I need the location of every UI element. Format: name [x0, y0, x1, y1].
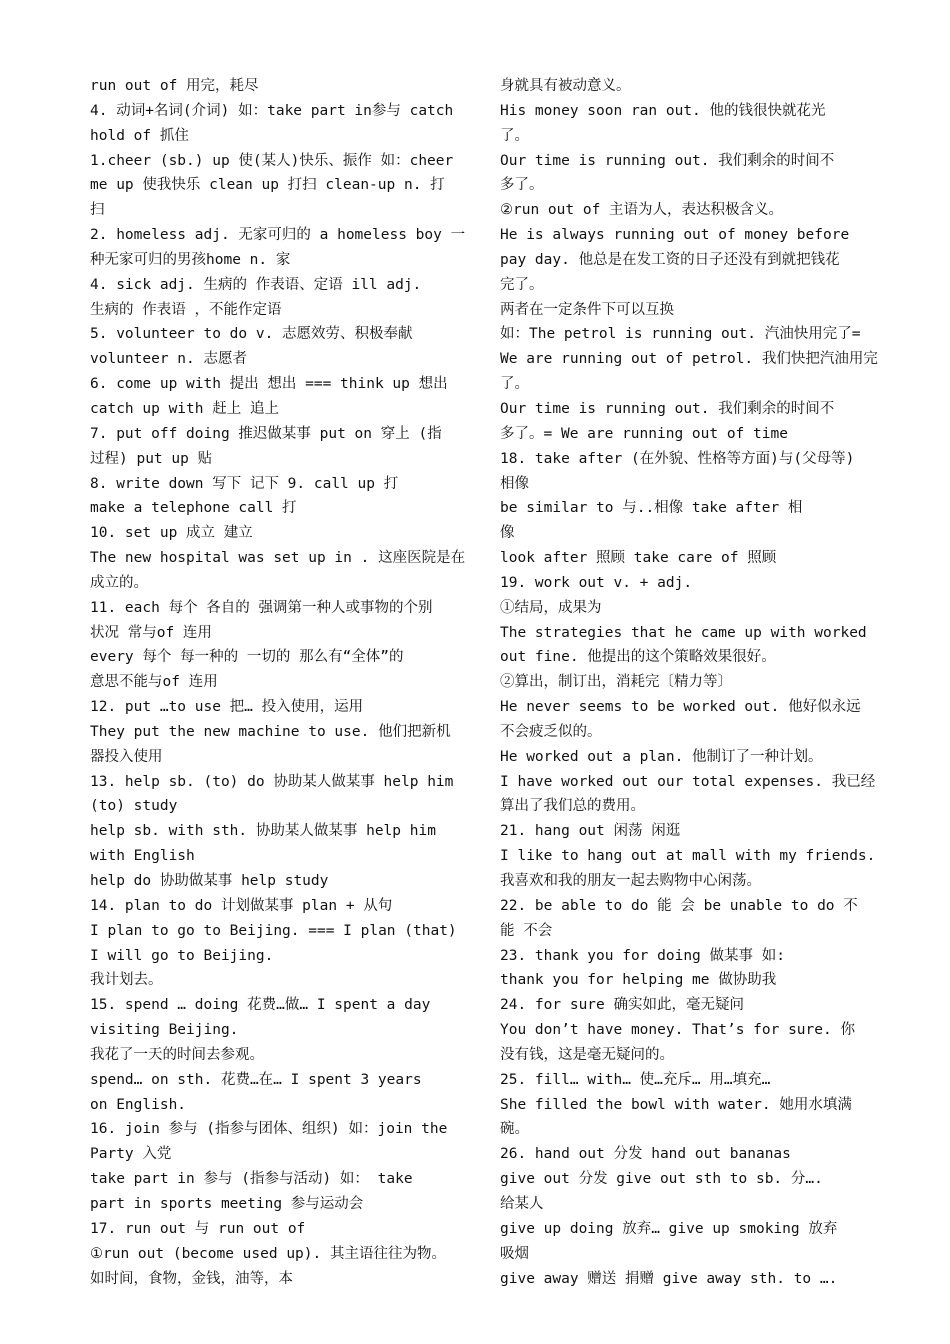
right-column — [500, 74, 888, 1291]
text-line: ②run out of 主语为人，表达积极含义。 — [500, 202, 784, 219]
text-line: 种无家可归的男孩home n. 家 — [90, 251, 291, 268]
text-line: His money soon ran out. 他的钱很快就花光 — [500, 102, 826, 119]
text-line: ①run out (become used up). 其主语往往为物。 — [90, 1245, 446, 1262]
text-line: I have worked out our total expenses. 我已经 — [500, 773, 876, 790]
text-line: 了。 — [500, 376, 529, 393]
text-line: 1.cheer (sb.) up 使(某人)快乐、振作 如：cheer — [90, 152, 454, 169]
text-line: (to) study — [90, 798, 178, 815]
text-line: 碗。 — [500, 1121, 529, 1138]
text-line: I like to hang out at mall with my friends. — [500, 848, 876, 865]
left-column — [90, 74, 478, 1291]
text-line: 12. put …to use 把… 投入使用，运用 — [90, 699, 364, 716]
text-line: He worked out a plan. 他制订了一种计划。 — [500, 748, 823, 765]
text-line: 给某人 — [500, 1195, 544, 1212]
text-line: 多了。= We are running out of time — [500, 425, 788, 442]
text-line: 像 — [500, 525, 515, 542]
text-line: 成立的。 — [90, 574, 148, 591]
text-line: 吸烟 — [500, 1245, 529, 1262]
text-line: 7. put off doing 推迟做某事 put on 穿上 (指 — [90, 425, 442, 442]
text-line: 10. set up 成立 建立 — [90, 525, 253, 542]
text-line: give away 赠送 捐赠 give away sth. to …. — [500, 1270, 838, 1287]
text-line: 了。 — [500, 127, 529, 144]
text-line: help sb. with sth. 协助某人做某事 help him — [90, 823, 436, 840]
text-line: 算出了我们总的费用。 — [500, 798, 645, 815]
text-line: thank you for helping me 做协助我 — [500, 972, 777, 989]
text-line: 我计划去。 — [90, 972, 163, 989]
text-line: 多了。 — [500, 177, 544, 194]
text-line: We are running out of petrol. 我们快把汽油用完 — [500, 351, 878, 368]
text-line: 18. take after (在外貌、性格等方面)与(父母等) — [500, 450, 855, 467]
text-line: volunteer n. 志愿者 — [90, 351, 247, 368]
text-line: 21. hang out 闲荡 闲逛 — [500, 823, 681, 840]
text-line: 生病的 作表语 ，不能作定语 — [90, 301, 282, 318]
text-line: I plan to go to Beijing. === I plan (that) — [90, 922, 457, 939]
text-line: 11. each 每个 各自的 强调第一种人或事物的个别 — [90, 599, 433, 616]
text-line: 4. 动词+名词(介词) 如：take part in参与 catch — [90, 102, 454, 119]
text-line: I will go to Beijing. — [90, 947, 274, 964]
text-line: every 每个 每一种的 一切的 那么有“全体”的 — [90, 649, 404, 666]
text-line: 13. help sb. (to) do 协助某人做某事 help him — [90, 773, 454, 790]
text-line: hold of 抓住 — [90, 127, 189, 144]
text-line: help do 协助做某事 help study — [90, 873, 329, 889]
text-line: run out of 用完，耗尽 — [90, 78, 259, 94]
text-line: 8. write down 写下 记下 9. call up 打 — [90, 475, 399, 492]
text-line: The new hospital was set up in . 这座医院是在 — [90, 550, 466, 567]
text-line: 不会疲乏似的。 — [500, 723, 602, 740]
text-line: 意思不能与of 连用 — [90, 674, 218, 691]
text-line: 我花了一天的时间去参观。 — [90, 1046, 264, 1063]
text-line: 两者在一定条件下可以互换 — [500, 301, 674, 318]
text-line: 能 不会 — [500, 922, 553, 939]
text-line: 6. come up with 提出 想出 === think up 想出 — [90, 376, 448, 393]
text-line: 25. fill… with… 使…充斥… 用…填充… — [500, 1071, 771, 1088]
text-line: 14. plan to do 计划做某事 plan + 从句 — [90, 897, 393, 914]
text-line: 4. sick adj. 生病的 作表语、定语 ill adj. — [90, 276, 422, 293]
text-line: 完了。 — [500, 276, 544, 293]
text-line: She filled the bowl with water. 她用水填满 — [500, 1096, 852, 1113]
text-line: on English. — [90, 1096, 187, 1113]
text-line: 我喜欢和我的朋友一起去购物中心闲荡。 — [500, 873, 761, 889]
text-line: 2. homeless adj. 无家可归的 a homeless boy 一 — [90, 227, 466, 244]
text-line: 如：The petrol is running out. 汽油快用完了= — [500, 326, 861, 343]
text-line: 相像 — [500, 475, 529, 492]
text-line: pay day. 他总是在发工资的日子还没有到就把钱花 — [500, 251, 840, 268]
text-line: give up doing 放弃… give up smoking 放弃 — [500, 1220, 838, 1237]
text-line: look after 照顾 take care of 照顾 — [500, 550, 777, 567]
text-line: 如时间，食物，金钱，油等，本 — [90, 1270, 293, 1287]
text-line: visiting Beijing. — [90, 1022, 239, 1039]
text-line: 22. be able to do 能 会 be unable to do 不 — [500, 897, 858, 914]
text-line: He is always running out of money before — [500, 227, 850, 244]
text-line: 26. hand out 分发 hand out bananas — [500, 1146, 791, 1163]
text-line: 过程) put up 贴 — [90, 450, 213, 467]
text-line: 19. work out v. + adj. — [500, 574, 693, 591]
text-line: give out 分发 give out sth to sb. 分…. — [500, 1171, 823, 1188]
text-line: me up 使我快乐 clean up 打扫 clean-up n. 打 — [90, 177, 445, 194]
text-line: Our time is running out. 我们剩余的时间不 — [500, 152, 835, 169]
text-line: 15. spend … doing 花费…做… I spent a day — [90, 997, 431, 1014]
text-line: They put the new machine to use. 他们把新机 — [90, 723, 451, 740]
text-line: 23. thank you for doing 做某事 如: — [500, 947, 785, 964]
text-line: You don’t have money. That’s for sure. 你 — [500, 1022, 855, 1039]
text-line: be similar to 与..相像 take after 相 — [500, 500, 803, 517]
text-line: part in sports meeting 参与运动会 — [90, 1195, 364, 1212]
text-line: Party 入党 — [90, 1146, 172, 1163]
text-line: catch up with 赶上 追上 — [90, 400, 279, 417]
text-line: 没有钱，这是毫无疑问的。 — [500, 1046, 674, 1063]
text-line: ①结局，成果为 — [500, 599, 602, 616]
text-line: 16. join 参与 (指参与团体、组织) 如：join the — [90, 1121, 448, 1138]
text-line: ②算出，制订出，消耗完〔精力等〕 — [500, 674, 732, 691]
text-line: with English — [90, 848, 195, 865]
text-line: Our time is running out. 我们剩余的时间不 — [500, 400, 835, 417]
text-line: make a telephone call 打 — [90, 500, 297, 517]
text-line: 24. for sure 确实如此，毫无疑问 — [500, 997, 744, 1014]
text-line: 器投入使用 — [90, 748, 163, 765]
text-line: out fine. 他提出的这个策略效果很好。 — [500, 649, 776, 666]
text-line: take part in 参与 (指参与活动) 如： take — [90, 1171, 413, 1188]
text-line: 5. volunteer to do v. 志愿效劳、积极奉献 — [90, 326, 413, 343]
text-line: The strategies that he came up with worked — [500, 624, 867, 641]
text-line: spend… on sth. 花费…在… I spent 3 years — [90, 1071, 422, 1088]
text-line: 状况 常与of 连用 — [90, 624, 212, 641]
text-line: 扫 — [90, 202, 105, 219]
text-line: 身就具有被动意义。 — [500, 78, 631, 94]
text-line: 17. run out 与 run out of — [90, 1220, 306, 1237]
text-line: He never seems to be worked out. 他好似永远 — [500, 699, 861, 716]
